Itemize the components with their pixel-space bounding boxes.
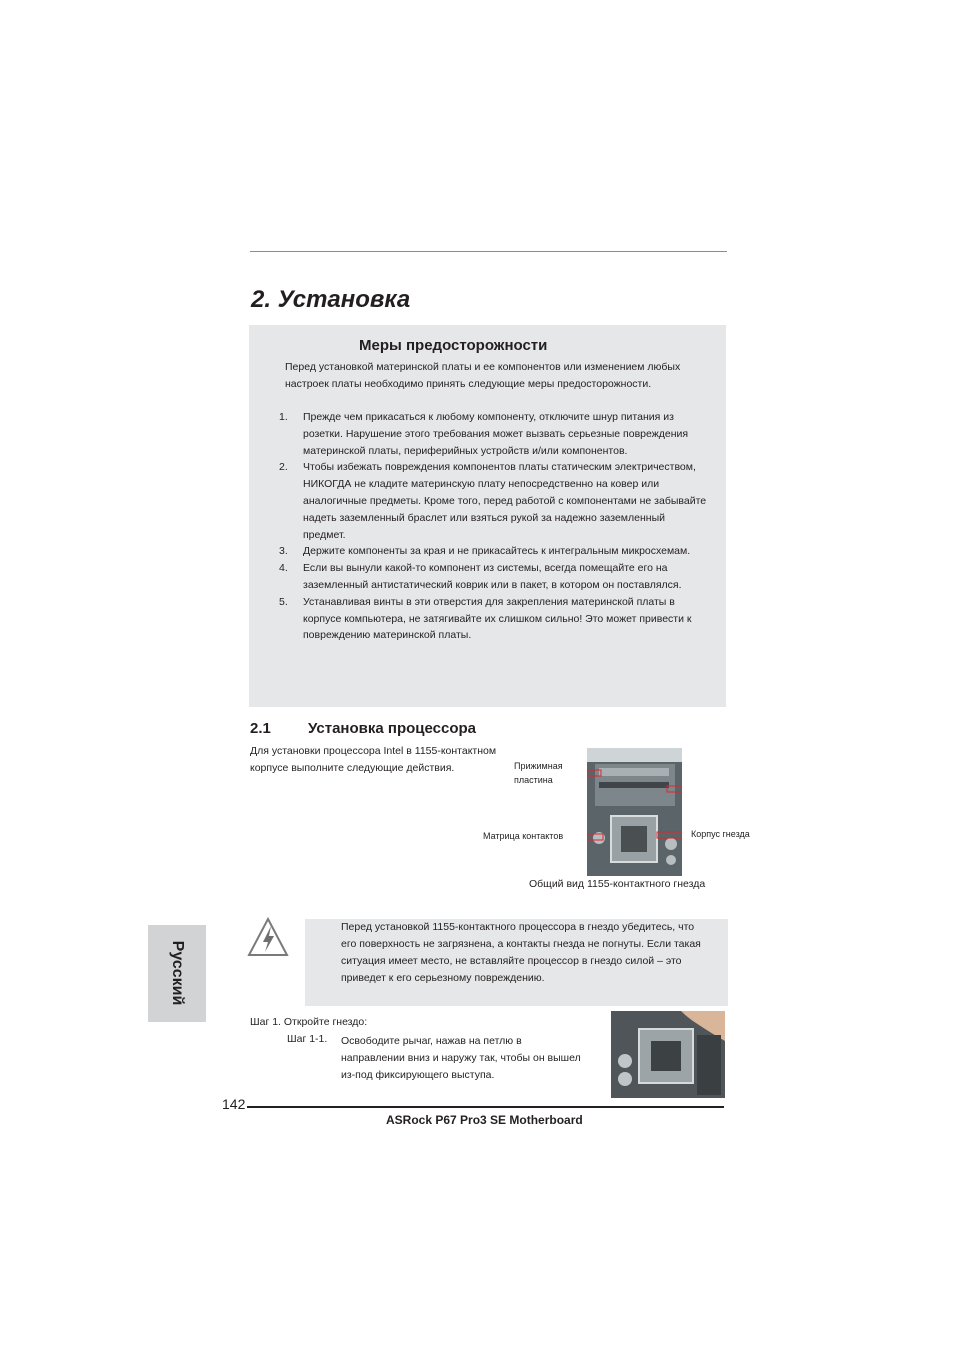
socket-photo [587, 748, 682, 876]
top-rule [250, 251, 727, 252]
label-load-plate: Прижимная пластина [514, 761, 563, 785]
section-intro: Для установки процессора Intel в 1155-контактном корпусе выполните следующие действия. [250, 745, 497, 774]
language-tab-label: Русский [169, 940, 186, 1006]
precautions-title: Меры предосторожности [359, 337, 548, 354]
step-1-1-text: Освободите рычаг, нажав на петлю в направлении вниз и наружу так, чтобы он вышел из-под фиксирующего выступа. [341, 1035, 581, 1081]
precaution-item [279, 594, 709, 644]
precautions-intro: Перед установкой материнской платы и ее компонентов или изменением любых настроек платы необходимо принять следующие меры предосторожности. [285, 361, 681, 390]
page-number: 142 [222, 1096, 246, 1112]
item-number: 4. [279, 562, 288, 575]
footer-rule [247, 1106, 724, 1108]
socket-lever-photo [611, 1011, 725, 1098]
step-1-1-number: Шаг 1-1. [287, 1033, 328, 1045]
precaution-item [279, 560, 709, 594]
footer-title: ASRock P67 Pro3 SE Motherboard [386, 1113, 583, 1127]
label-socket-body: Корпус гнезда [691, 829, 750, 839]
item-text: Прежде чем прикасаться к любому компоненту, отключите шнур питания из розетки. Нарушение этого требования может вызвать серьезные повреждения материнской платы, периферийных устройств и/или компонентов. [303, 411, 689, 457]
item-text: Чтобы избежать повреждения компонентов платы статическим электричеством, НИКОГДА не кладите материнскую плату непосредственно на ковер или аналогичные предметы. Кроме того, перед работой с компонентами не забывайте надеть заземленный браслет или взяться рукой за надежно заземленный предмет. [303, 461, 707, 541]
item-number: 3. [279, 545, 288, 558]
note-text: Перед установкой 1155-контактного процессора в гнездо убедитесь, что его поверхность не загрязнена, а контакты гнезда не погнуты. Если такая ситуация имеет место, не вставляйте процессор в гнездо силой – это приведет к его серьезному повреждению. [341, 921, 701, 984]
precautions-list [279, 409, 709, 644]
item-text: Держите компоненты за края и не прикасайтесь к интегральным микросхемам. [303, 545, 691, 558]
section-title: Установка процессора [308, 720, 476, 737]
item-number: 5. [279, 595, 288, 608]
precaution-item [279, 543, 709, 560]
figure-caption: Общий вид 1155-контактного гнезда [529, 878, 706, 890]
item-number: 2. [279, 461, 288, 474]
precaution-item [279, 409, 709, 459]
item-text: Устанавливая винты в эти отверстия для закрепления материнской платы в корпусе компьютера, не затягивайте их слишком сильно! Это может привести к повреждению материнской платы. [303, 595, 692, 642]
item-number: 1. [279, 411, 288, 423]
section-number: 2.1 [250, 720, 271, 737]
step-1: Шаг 1. Откройте гнездо: [250, 1016, 368, 1028]
chapter-title: 2. Установка [251, 286, 411, 313]
precaution-item [279, 459, 709, 543]
language-tab [148, 925, 206, 1022]
warning-icon [246, 916, 290, 958]
item-text: Если вы вынули какой-то компонент из системы, всегда помещайте его на заземленный антистатический коврик или в пакет, в котором он поставлялся. [303, 562, 682, 591]
label-contact-array: Матрица контактов [483, 831, 564, 841]
